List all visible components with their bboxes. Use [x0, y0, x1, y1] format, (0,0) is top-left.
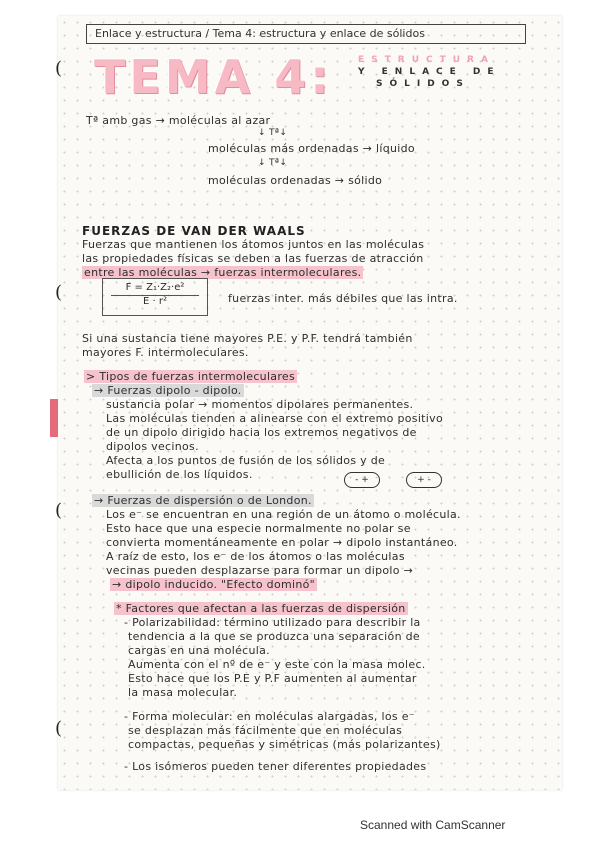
states-line-1: Tª amb gas → moléculas al azar: [86, 114, 271, 127]
ld-line-5: vecinas pueden desplazarse para formar un dipolo →: [106, 564, 414, 577]
ld-title: → Fuerzas de dispersión o de London.: [94, 494, 312, 507]
factors-line-4: Aumenta con el nº de e⁻ y este con la masa molec.: [128, 658, 426, 671]
vdw-line-5: mayores F. intermoleculares.: [82, 346, 249, 359]
formula-box: [102, 278, 208, 316]
dd-title: → Fuerzas dipolo - dipolo.: [94, 384, 242, 397]
factors-line-8: se desplazan más fácilmente que en moléculas: [128, 724, 403, 737]
factors-line-10: - Los isómeros pueden tener diferentes propiedades: [124, 760, 427, 773]
header-text: Enlace y estructura / Tema 4: estructura y enlace de sólidos: [95, 27, 425, 40]
factors-line-7: - Forma molecular: en moléculas alargadas, los e⁻: [124, 710, 415, 723]
factors-line-2: tendencia a la que se produzca una separación de: [128, 630, 420, 643]
section-title-vdw: FUERZAS DE VAN DER WAALS: [82, 224, 306, 238]
ld-line-1: Los e⁻ se encuentran en una región de un átomo o molécula.: [106, 508, 461, 521]
dd-line-4: dipolos vecinos.: [106, 440, 199, 453]
dd-line-5: Afecta a los puntos de fusión de los sólidos y de: [106, 454, 386, 467]
factors-line-6: la masa molecular.: [128, 686, 238, 699]
binder-ring: (: [55, 58, 63, 79]
ld-line-6: → dipolo inducido. "Efecto dominó": [112, 578, 316, 591]
formula-note: fuerzas inter. más débiles que las intra.: [228, 292, 458, 305]
states-line-2: moléculas más ordenadas → líquido: [208, 142, 415, 155]
title-line-3: SÓLIDOS: [376, 79, 470, 89]
vdw-line-1: Fuerzas que mantienen los átomos juntos en las moléculas: [82, 238, 425, 251]
page-tab-marker: [50, 399, 58, 437]
notebook-page: [55, 16, 562, 790]
binder-ring: (: [55, 500, 63, 521]
binder-ring: (: [55, 718, 63, 739]
factors-line-5: Esto hace que los P.E y P.F aumenten al aumentar: [128, 672, 417, 685]
factors-line-3: cargas en una molécula.: [128, 644, 270, 657]
states-line-3: moléculas ordenadas → sólido: [208, 174, 383, 187]
dd-line-1: sustancia polar → momentos dipolares permanentes.: [106, 398, 414, 411]
vdw-line-4: Si una sustancia tiene mayores P.E. y P.F. tendrá también: [82, 332, 413, 345]
states-arrow-1: ↓ Tª↓: [258, 128, 288, 138]
states-arrow-2: ↓ Tª↓: [258, 158, 288, 168]
dipole-diagram-1: - +: [344, 472, 380, 488]
types-title: > Tipos de fuerzas intermoleculares: [86, 370, 296, 383]
vdw-line-3: entre las moléculas → fuerzas intermoleculares.: [84, 266, 362, 279]
dd-line-2: Las moléculas tienden a alinearse con el extremo positivo: [106, 412, 443, 425]
title-line-1: ESTRUCTURA: [358, 55, 495, 65]
title-right: [358, 54, 501, 90]
binder-ring: (: [55, 282, 63, 303]
ld-line-2: Esto hace que una especie normalmente no polar se: [106, 522, 411, 535]
ld-line-3: convierta momentáneamente en polar → dipolo instantáneo.: [106, 536, 458, 549]
formula-numerator: F = Z₁·Z₂·e²: [111, 282, 199, 296]
ld-line-4: A raíz de esto, los e⁻ de los átomos o las moléculas: [106, 550, 405, 563]
factors-line-1: - Polarizabilidad: término utilizado para describir la: [124, 616, 421, 629]
factors-title: * Factores que afectan a las fuerzas de dispersión: [116, 602, 406, 615]
title-line-2: Y ENLACE DE: [358, 67, 501, 77]
formula-denominator: E · r²: [143, 296, 167, 307]
factors-line-9: compactas, pequeñas y simétricas (más polarizantes): [128, 738, 441, 751]
dd-line-6: ebullición de los líquidos.: [106, 468, 253, 481]
dipole-diagram-2: + -: [406, 472, 442, 488]
header-box: [86, 24, 526, 44]
big-title: TEMA 4:: [94, 50, 333, 104]
dd-line-3: de un dipolo dirigido hacia los extremos negativos de: [106, 426, 417, 439]
scanner-footer: Scanned with CamScanner: [360, 818, 506, 832]
vdw-line-2: las propiedades físicas se deben a las fuerzas de atracción: [82, 252, 424, 265]
